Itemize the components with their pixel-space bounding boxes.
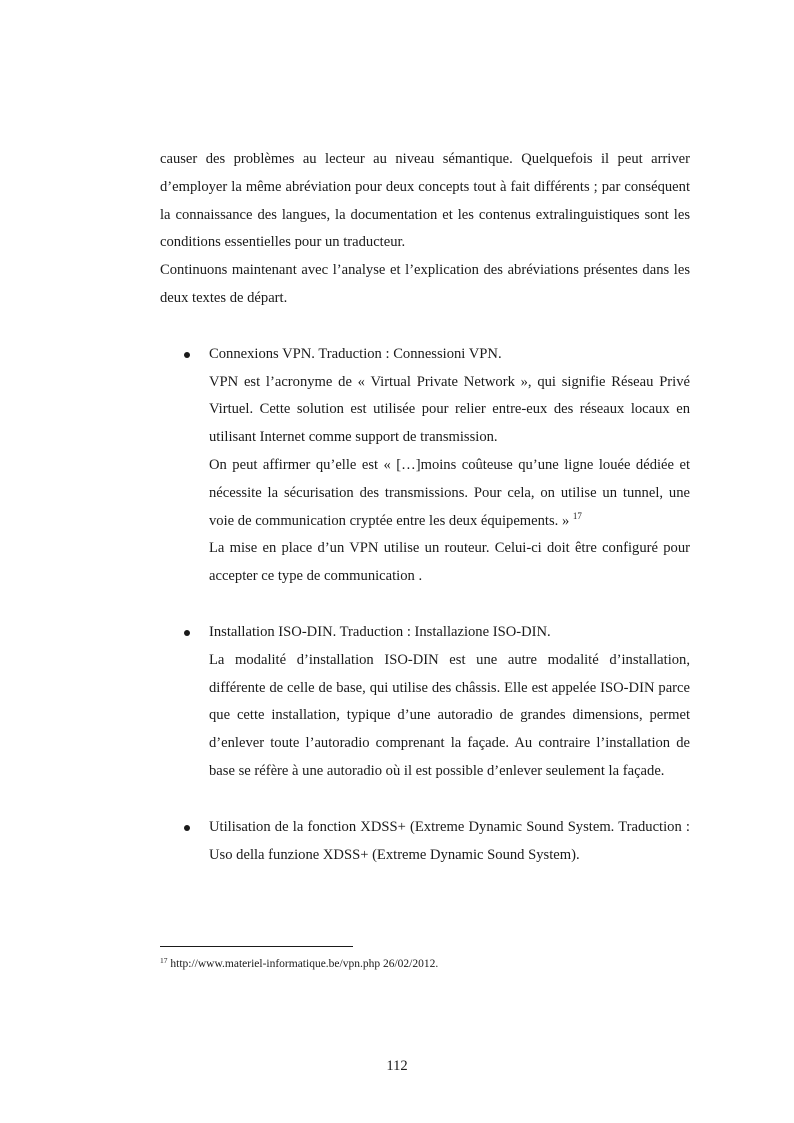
footnote-text[interactable]: http://www.materiel-informatique.be/vpn.php 26/02/2012. (167, 958, 439, 970)
list-item-heading: Connexions VPN. Traduction : Connessioni VPN. (209, 345, 502, 362)
list-item-heading: Installation ISO-DIN. Traduction : Installazione ISO-DIN. (209, 623, 551, 640)
body-paragraph: Continuons maintenant avec l’analyse et l’explication des abréviations présentes dans les deux textes de départ. (160, 262, 690, 306)
abbreviation-list (160, 341, 690, 870)
list-item-quote (209, 452, 690, 535)
bullet-icon (184, 352, 190, 358)
footnote-reference[interactable]: 17 (572, 510, 582, 521)
footnote-separator (160, 946, 353, 947)
list-item-heading: Utilisation de la fonction XDSS+ (Extreme Dynamic Sound System. Traduction : Uso della funzione XDSS+ (Extreme Dynamic Sound System). (209, 818, 690, 863)
page-body (160, 146, 690, 869)
footnote-number: 17 (160, 956, 168, 965)
list-item-text: La modalité d’installation ISO-DIN est une autre modalité d’installation, différente de celle de base, qui utilise des châssis. Elle est appelée ISO-DIN parce que cette installation, typique d’une autoradio de grandes dimensions, permet d’enlever toute l’autoradio comprenant la façade. Au contraire l’installation de base se réfère à une autoradio où il est possible d’enlever seulement la façade. (209, 651, 690, 779)
bullet-icon (184, 825, 190, 831)
body-paragraph: causer des problèmes au lecteur au niveau sémantique. Quelquefois il peut arriver d’employer la même abréviation pour deux concepts tout à fait différents ; par conséquent la connaissance des langues, la documentation et les contenus extralinguistiques sont les conditions essentielles pour un traducteur. (160, 151, 690, 251)
list-item-text: VPN est l’acronyme de « Virtual Private Network », qui signifie Réseau Privé Virtuel. Cette solution est utilisée pour relier entre-eux des réseaux locaux en utilisant Internet comme support de transmission. (209, 373, 690, 446)
footnote (160, 957, 438, 971)
list-item-vpn (160, 341, 690, 591)
bullet-icon (184, 630, 190, 636)
list-item-text: La mise en place d’un VPN utilise un routeur. Celui-ci doit être configuré pour accepter ce type de communication . (209, 540, 690, 585)
page-number: 112 (386, 1058, 408, 1074)
list-item-xdss (160, 814, 690, 870)
quote-text: On peut affirmer qu’elle est « […]moins coûteuse qu’une ligne louée dédiée et nécessite la sécurisation des transmissions. Pour cela, on utilise un tunnel, une voie de communication cryptée entre les deux équipements. » (209, 456, 690, 529)
list-item-iso-din (160, 619, 690, 786)
